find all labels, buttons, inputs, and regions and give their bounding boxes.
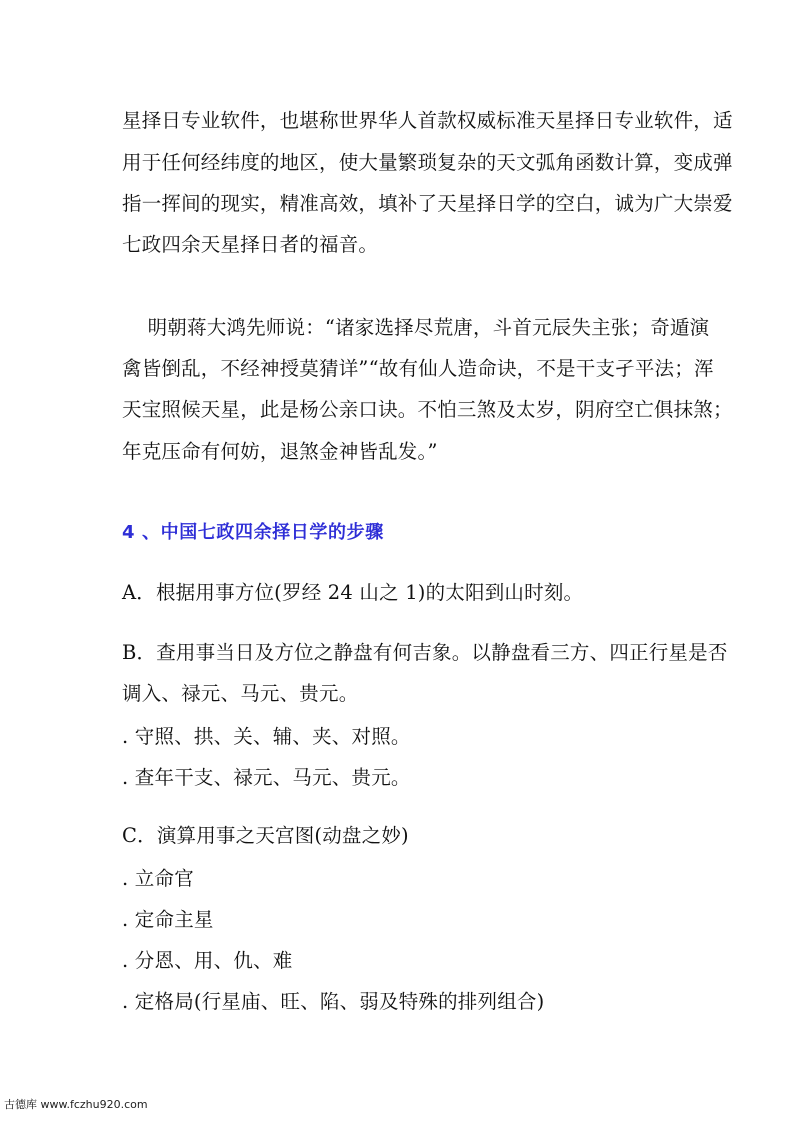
footer-watermark [4,1099,148,1110]
step-c-sub-item: . 分恩、用、仇、难 [122,949,293,972]
step-c-sub-item: . 立命官 [122,867,194,890]
step-c-sub-item: . 定命主星 [122,908,214,931]
footer-site-name: 古德库 [4,1098,37,1111]
paragraph-line: 指一挥间的现实，精准高效，填补了天星择日学的空白，诚为广大崇爱 [122,192,733,215]
paragraph-line: 七政四余天星择日者的福音。 [122,233,379,256]
step-b-sub-item: . 查年干支、禄元、马元、贵元。 [122,766,411,789]
step-b-sub-item: . 守照、拱、关、辅、夹、对照。 [122,725,411,748]
footer-url: www.fczhu920.com [40,1098,148,1111]
step-c-sub-item: . 定格局(行星庙、旺、陷、弱及特殊的排列组合) [122,990,545,1013]
paragraph-line: 禽皆倒乱，不经神授莫猜详”“故有仙人造命诀，不是干支孑平法；浑 [122,357,714,380]
step-b-line-2: 调入、禄元、马元、贵元。 [122,682,359,705]
step-a: A．根据用事方位(罗经 24 山之 1)的太阳到山时刻。 [122,581,584,604]
step-b-line-1: B．查用事当日及方位之静盘有何吉象。以静盘看三方、四正行星是否 [122,641,728,664]
paragraph-line: 天宝照候天星，此是杨公亲口诀。不怕三煞及太岁，阴府空亡俱抹煞； [122,398,733,421]
paragraph-line: 年克压命有何妨，退煞金神皆乱发。” [122,440,438,463]
step-c: C．演算用事之天宫图(动盘之妙) [122,824,409,847]
section-heading: 4 、中国七政四余择日学的步骤 [122,522,384,543]
paragraph-line: 星择日专业软件，也堪称世界华人首款权威标准天星择日专业软件，适 [122,109,733,132]
paragraph-line: 明朝蒋大鸿先师说：“诸家选择尽荒唐，斗首元辰失主张；奇遁演 [122,316,710,339]
paragraph-line: 用于任何经纬度的地区，使大量繁琐复杂的天文弧角函数计算，变成弹 [122,151,733,174]
